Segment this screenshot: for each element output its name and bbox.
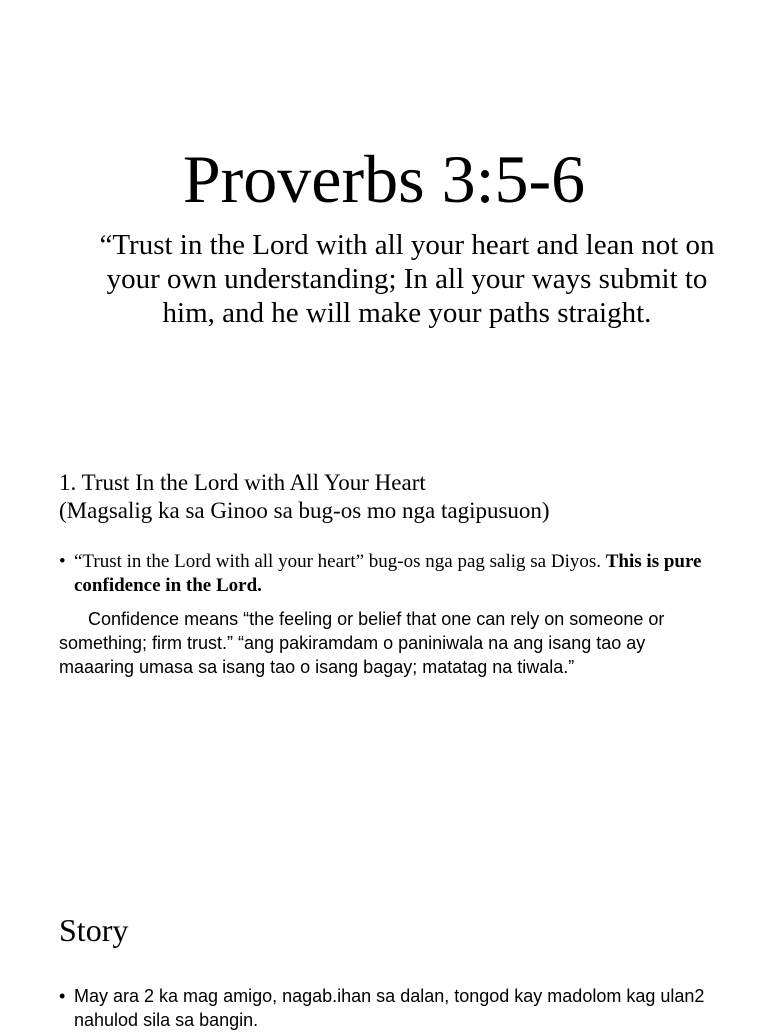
point-heading-block xyxy=(59,469,739,525)
point-bullet-emphasis: This is pure confidence in the Lord. xyxy=(74,551,702,596)
bullet-marker: • xyxy=(59,986,66,1006)
point-subheading: (Magsalig ka sa Ginoo sa bug-os mo nga tagipusuon) xyxy=(59,498,550,523)
point-bullet-text: “Trust in the Lord with all your heart” bug-os nga pag salig sa Diyos. xyxy=(74,551,601,572)
point-bullet xyxy=(59,550,709,598)
page-title: Proverbs 3:5-6 xyxy=(182,141,586,217)
story-heading: Story xyxy=(59,912,129,948)
bullet-marker: • xyxy=(59,551,66,572)
point-bullet-text-block xyxy=(59,550,709,598)
story-bullet-text: May ara 2 ka mag amigo, nagab.ihan sa dalan, tongod kay madolom kag ulan2 nahulod sila sa bangin. xyxy=(74,986,705,1030)
point-heading: 1. Trust In the Lord with All Your Heart xyxy=(59,470,426,495)
confidence-definition: Confidence means “the feeling or belief that one can rely on someone or something; firm trust.” “ang pakiramdam o paniniwala na ang isang tao ay maaaring umasa sa isang tao o isang bagay; matatag na tiwala.” xyxy=(59,609,665,677)
story-bullet xyxy=(59,984,709,1032)
verse-quote: “Trust in the Lord with all your heart and lean not on your own understanding; In all your ways submit to him, and he will make your paths straight. xyxy=(99,229,715,329)
